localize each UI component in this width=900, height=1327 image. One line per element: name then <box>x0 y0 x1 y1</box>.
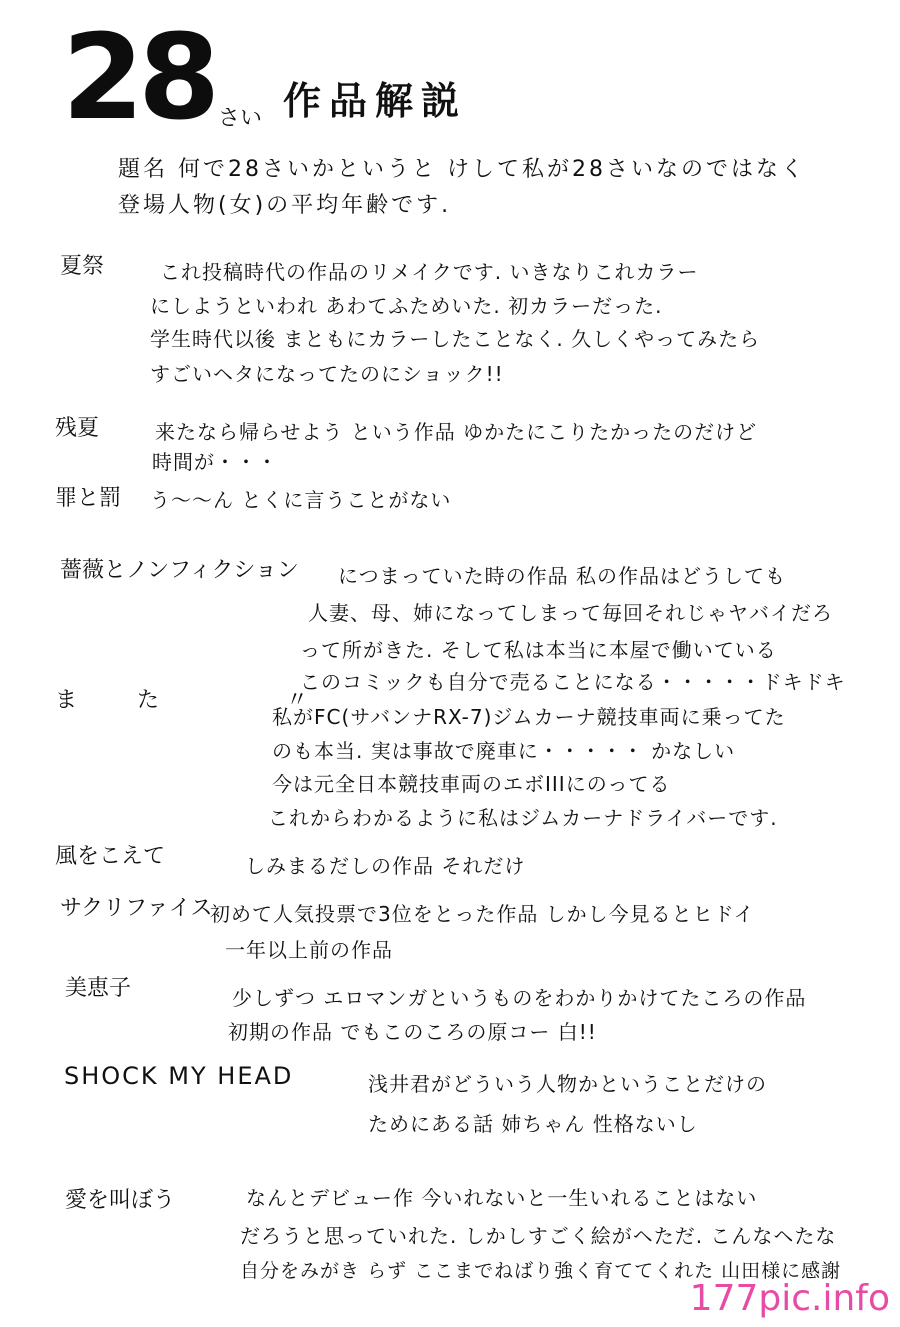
entry-line: 自分をみがき らず ここまでねばり強く育ててくれた 山田様に感謝 <box>240 1260 842 1282</box>
entry-line: 今は元全日本競技車両のエボIIIにのってる <box>272 772 671 796</box>
entry-line: 一年以上前の作品 <box>225 938 393 962</box>
intro-line: 登場人物(女)の平均年齢です. <box>118 193 452 218</box>
entry-label-ai-wo-sakebou: 愛を叫ぼう <box>65 1188 176 1213</box>
entry-label-bara-to-nonfiction: 薔薇とノンフィクション <box>60 558 299 583</box>
entry-line: 来たなら帰らせよう という作品 ゆかたにこりたかったのだけど <box>155 420 758 444</box>
entry-label-mata: また 〃 <box>55 688 368 713</box>
entry-line: 私がFC(サバンナRX-7)ジムカーナ競技車両に乗ってた <box>272 705 786 729</box>
entry-line: 浅井君がどういう人物かということだけの <box>368 1072 767 1096</box>
entry-label-tsumi-to-batsu: 罪と罰 <box>55 486 122 511</box>
entry-line: のも本当. 実は事故で廃車に・・・・・ かなしい <box>272 739 736 763</box>
entry-line: って所がきた. そして私は本当に本屋で働いている <box>300 638 777 662</box>
age-suffix: さい <box>218 106 263 131</box>
entry-line: 学生時代以後 まともにカラーしたことなく. 久しくやってみたら <box>150 327 761 351</box>
entry-label-sacrifice: サクリファイス <box>60 896 213 921</box>
intro-text <box>118 152 878 224</box>
age-number: 28 <box>62 8 215 146</box>
intro-line: 題名 何で28さいかというと けして私が28さいなのではなく <box>118 157 806 182</box>
entry-line: すごいヘタになってたのにショック!! <box>150 362 504 386</box>
entry-label-zanka: 残夏 <box>55 416 100 441</box>
entry-label-natsumatsuri: 夏祭 <box>60 254 105 279</box>
entry-line: このコミックも自分で売ることになる・・・・・ドキドキ <box>300 670 846 694</box>
entry-line: 少しずつ エロマンガというものをわかりかけてたころの作品 <box>232 986 807 1010</box>
entry-line: 人妻、母、姉になってしまって毎回それじゃヤバイだろ <box>308 601 833 625</box>
entry-line: ためにある話 姉ちゃん 性格ないし <box>368 1112 698 1136</box>
entry-line: これからわかるように私はジムカーナドライバーです. <box>268 806 778 830</box>
entry-line: 時間が・・・ <box>152 450 278 474</box>
entry-line: なんとデビュー作 今いれないと一生いれることはない <box>246 1186 758 1210</box>
entry-label-mieko: 美恵子 <box>65 976 132 1001</box>
entry-line: しみまるだしの作品 それだけ <box>245 854 526 878</box>
entry-line: う〜〜ん とくに言うことがない <box>150 488 452 512</box>
entry-line: だろうと思っていれた. しかしすごく絵がヘただ. こんなヘたな <box>240 1224 837 1248</box>
entry-line: にしようといわれ あわてふためいた. 初カラーだった. <box>150 294 663 318</box>
watermark: 177pic.info <box>689 1278 890 1319</box>
entry-line: 初期の作品 でもこのころの原コー 白!! <box>228 1020 597 1044</box>
page-title: 作品解説 <box>283 79 468 123</box>
entry-label-shock-my-head: SHOCK MY HEAD <box>64 1062 294 1090</box>
entry-line: これ投稿時代の作品のリメイクです. いきなりこれカラー <box>160 260 699 284</box>
entry-line: につまっていた時の作品 私の作品はどうしても <box>338 564 786 588</box>
entry-label-kaze-wo-koete: 風をこえて <box>55 844 166 869</box>
entry-line: 初めて人気投票で3位をとった作品 しかし今見るとヒドイ <box>210 902 755 926</box>
